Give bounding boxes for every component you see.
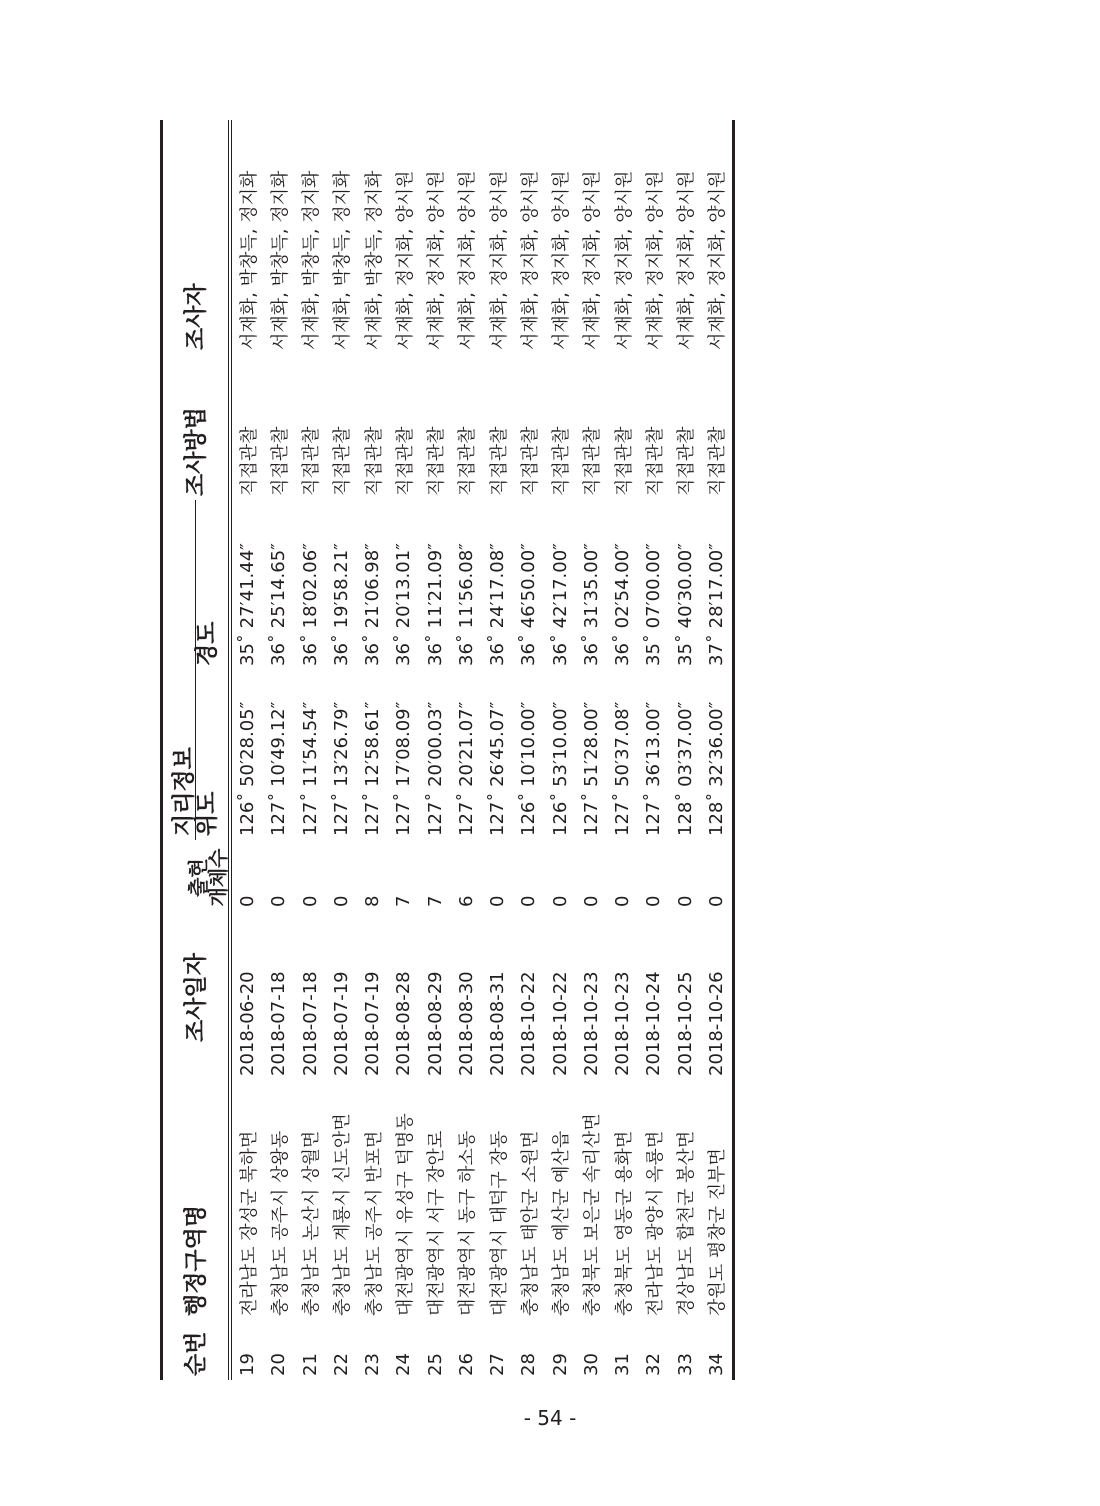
cell-surveyor: 서재화, 정지화, 양시원 — [613, 170, 635, 350]
header-no: 순번 — [182, 1331, 209, 1376]
cell-date: 2018-10-22 — [518, 971, 540, 1076]
cell-lon: 36˚ 02′54.00″ — [612, 543, 634, 666]
cell-date: 2018-08-28 — [393, 971, 415, 1076]
cell-method: 직접관찰 — [519, 426, 541, 496]
cell-method: 직접관찰 — [363, 426, 385, 496]
cell-surveyor: 서재화, 정지화, 양시원 — [551, 170, 573, 350]
cell-count: 0 — [643, 895, 665, 907]
cell-surveyor: 서재화, 정지화, 양시원 — [582, 170, 604, 350]
cell-no: 24 — [393, 1353, 415, 1376]
cell-method: 직접관찰 — [582, 426, 604, 496]
cell-count: 0 — [268, 895, 290, 907]
cell-region: 강원도 평창군 진부면 — [707, 1148, 729, 1316]
cell-lon: 36˚ 31′35.00″ — [580, 543, 602, 666]
cell-count: 0 — [299, 895, 321, 907]
cell-method: 직접관찰 — [676, 426, 698, 496]
cell-no: 33 — [674, 1353, 696, 1376]
cell-lat: 128˚ 32′36.00″ — [705, 701, 727, 836]
cell-surveyor: 서재화, 정지화, 양시원 — [707, 170, 729, 350]
cell-method: 직접관찰 — [230, 370, 263, 500]
cell-date: 2018-08-29 — [424, 971, 446, 1076]
cell-no: 34 — [705, 1353, 727, 1376]
cell-lat: 127˚ 10′49.12″ — [268, 701, 290, 836]
cell-surveyor: 서재화, 박창득, 정지화 — [230, 120, 263, 370]
table-row — [326, 120, 357, 1380]
cell-count: 6 — [455, 895, 477, 907]
cell-lat: 127˚ 50′37.08″ — [612, 701, 634, 836]
survey-table — [160, 120, 735, 1380]
cell-no: 30 — [580, 1353, 602, 1376]
cell-no: 21 — [299, 1353, 321, 1376]
cell-date: 2018-07-19 — [362, 971, 384, 1076]
cell-count: 7 — [424, 895, 446, 907]
cell-count: 0 — [705, 895, 727, 907]
cell-count: 8 — [362, 895, 384, 907]
cell-lon: 36˚ 21′06.98″ — [362, 543, 384, 666]
cell-surveyor: 서재화, 정지화, 양시원 — [457, 170, 479, 350]
cell-surveyor: 서재화, 정지화, 양시원 — [426, 170, 448, 350]
cell-region: 충청남도 논산시 상월면 — [301, 1130, 323, 1316]
cell-date: 2018-10-24 — [643, 971, 665, 1076]
cell-count: 0 — [549, 895, 571, 907]
cell-lon: 36˚ 20′13.01″ — [393, 543, 415, 666]
table-row — [513, 120, 544, 1380]
cell-date: 2018-08-31 — [487, 971, 509, 1076]
cell-lat: 127˚ 13′26.79″ — [330, 701, 352, 836]
cell-lon: 36˚ 11′21.09″ — [424, 543, 446, 666]
header-method: 조사방법 — [182, 407, 209, 496]
cell-lat: 126˚ 53′10.00″ — [549, 701, 571, 836]
cell-count: 0 — [674, 895, 696, 907]
cell-no: 23 — [362, 1353, 384, 1376]
cell-surveyor: 서재화, 박창득, 정지화 — [332, 170, 354, 350]
cell-no: 19 — [230, 1320, 263, 1380]
cell-count: 0 — [330, 895, 352, 907]
cell-surveyor: 서재화, 정지화, 양시원 — [644, 170, 666, 350]
table-row — [482, 120, 513, 1380]
table-row — [670, 120, 701, 1380]
cell-surveyor: 서재화, 정지화, 양시원 — [394, 170, 416, 350]
cell-region: 충청북도 영동군 용화면 — [613, 1130, 635, 1316]
cell-date: 2018-07-19 — [330, 971, 352, 1076]
cell-lon: 36˚ 19′58.21″ — [330, 543, 352, 666]
cell-no: 22 — [330, 1353, 352, 1376]
cell-no: 28 — [518, 1353, 540, 1376]
cell-lon: 35˚ 07′00.00″ — [643, 543, 665, 666]
cell-lon: 36˚ 42′17.00″ — [549, 543, 571, 666]
table-row — [607, 120, 638, 1380]
cell-region: 대전광역시 서구 장안로 — [426, 1130, 448, 1316]
cell-no: 26 — [455, 1353, 477, 1376]
cell-method: 직접관찰 — [644, 426, 666, 496]
cell-date: 2018-10-25 — [674, 971, 696, 1076]
cell-count: 0 — [230, 840, 263, 915]
cell-lon: 36˚ 24′17.08″ — [487, 543, 509, 666]
cell-method: 직접관찰 — [394, 426, 416, 496]
cell-method: 직접관찰 — [488, 426, 510, 496]
cell-region: 전라남도 광양시 옥룡면 — [644, 1130, 666, 1316]
cell-method: 직접관찰 — [707, 426, 729, 496]
header-surveyor: 조사자 — [182, 283, 209, 350]
cell-region: 충청남도 공주시 상왕동 — [269, 1130, 291, 1316]
table-body — [230, 120, 734, 1380]
table-row — [576, 120, 607, 1380]
cell-region: 충청북도 보은군 속리산면 — [582, 1113, 604, 1316]
cell-lat: 127˚ 11′54.54″ — [299, 701, 321, 836]
cell-date: 2018-10-22 — [549, 971, 571, 1076]
cell-no: 32 — [643, 1353, 665, 1376]
header-count-line2: 개체수 — [206, 848, 230, 907]
cell-lat: 127˚ 36′13.00″ — [643, 701, 665, 836]
cell-lat: 127˚ 17′08.09″ — [393, 701, 415, 836]
cell-region: 대전광역시 대덕구 장동 — [488, 1130, 510, 1316]
cell-method: 직접관찰 — [269, 426, 291, 496]
cell-region: 충청남도 태안군 소원면 — [519, 1130, 541, 1316]
cell-no: 25 — [424, 1353, 446, 1376]
table-row — [230, 120, 263, 1380]
cell-no: 27 — [487, 1353, 509, 1376]
cell-lon: 36˚ 46′50.00″ — [518, 543, 540, 666]
cell-date: 2018-10-23 — [612, 971, 634, 1076]
table-row — [701, 120, 734, 1380]
cell-surveyor: 서재화, 정지화, 양시원 — [488, 170, 510, 350]
table-row — [451, 120, 482, 1380]
header-count-line1: 출현 — [186, 858, 210, 897]
cell-region: 충청남도 예산군 예산읍 — [551, 1130, 573, 1316]
cell-surveyor: 서재화, 정지화, 양시원 — [519, 170, 541, 350]
cell-region: 충청남도 계룡시 신도안면 — [332, 1113, 354, 1316]
cell-region: 대전광역시 유성구 덕명동 — [394, 1113, 416, 1316]
header-lon: 경도 — [196, 500, 231, 670]
cell-lon: 36˚ 11′56.08″ — [455, 543, 477, 666]
table-row — [638, 120, 669, 1380]
cell-method: 직접관찰 — [301, 426, 323, 496]
cell-surveyor: 서재화, 박창득, 정지화 — [363, 170, 385, 350]
header-date: 조사일자 — [182, 953, 209, 1042]
cell-count: 0 — [518, 895, 540, 907]
cell-count: 0 — [487, 895, 509, 907]
cell-lon: 36˚ 25′14.65″ — [268, 543, 290, 666]
header-count — [162, 840, 231, 915]
cell-date: 2018-06-20 — [230, 915, 263, 1080]
cell-no: 20 — [268, 1353, 290, 1376]
cell-lat: 127˚ 12′58.61″ — [362, 701, 384, 836]
table-row — [420, 120, 451, 1380]
cell-date: 2018-07-18 — [268, 971, 290, 1076]
table-row — [263, 120, 294, 1380]
cell-method: 직접관찰 — [457, 426, 479, 496]
cell-count: 7 — [393, 895, 415, 907]
cell-no: 29 — [549, 1353, 571, 1376]
table-row — [388, 120, 419, 1380]
page-number: - 54 - — [523, 1406, 577, 1430]
cell-region: 경상남도 합천군 봉산면 — [676, 1130, 698, 1316]
cell-count: 0 — [612, 895, 634, 907]
header-lat: 위도 — [196, 670, 231, 840]
cell-surveyor: 서재화, 정지화, 양시원 — [676, 170, 698, 350]
table-row — [357, 120, 388, 1380]
cell-lat: 127˚ 20′21.07″ — [455, 701, 477, 836]
cell-lat: 128˚ 03′37.00″ — [674, 701, 696, 836]
cell-date: 2018-10-26 — [705, 971, 727, 1076]
cell-surveyor: 서재화, 박창득, 정지화 — [301, 170, 323, 350]
cell-region: 전라남도 장성군 북하면 — [230, 1080, 263, 1320]
cell-method: 직접관찰 — [332, 426, 354, 496]
cell-lat: 127˚ 20′00.03″ — [424, 701, 446, 836]
cell-lat: 126˚ 10′10.00″ — [518, 701, 540, 836]
cell-date: 2018-10-23 — [580, 971, 602, 1076]
cell-method: 직접관찰 — [426, 426, 448, 496]
survey-table-rotated — [160, 120, 729, 1380]
cell-count: 0 — [580, 895, 602, 907]
cell-lon: 36˚ 18′02.06″ — [299, 543, 321, 666]
cell-lat: 126˚ 50′28.05″ — [230, 670, 263, 840]
cell-lon: 37˚ 28′17.00″ — [705, 543, 727, 666]
cell-date: 2018-07-18 — [299, 971, 321, 1076]
cell-surveyor: 서재화, 박창득, 정지화 — [269, 170, 291, 350]
cell-method: 직접관찰 — [613, 426, 635, 496]
cell-lon: 35˚ 40′30.00″ — [674, 543, 696, 666]
header-region: 행정구역명 — [182, 1204, 209, 1316]
cell-lon: 35˚ 27′41.44″ — [230, 500, 263, 670]
cell-region: 대전광역시 동구 하소동 — [457, 1130, 479, 1316]
table-row — [545, 120, 576, 1380]
cell-lat: 127˚ 26′45.07″ — [487, 701, 509, 836]
cell-method: 직접관찰 — [551, 426, 573, 496]
cell-date: 2018-08-30 — [455, 971, 477, 1076]
cell-region: 충청남도 공주시 반포면 — [363, 1130, 385, 1316]
cell-lat: 127˚ 51′28.00″ — [580, 701, 602, 836]
table-row — [295, 120, 326, 1380]
cell-no: 31 — [612, 1353, 634, 1376]
header-geo: 지리정보 — [171, 747, 197, 836]
